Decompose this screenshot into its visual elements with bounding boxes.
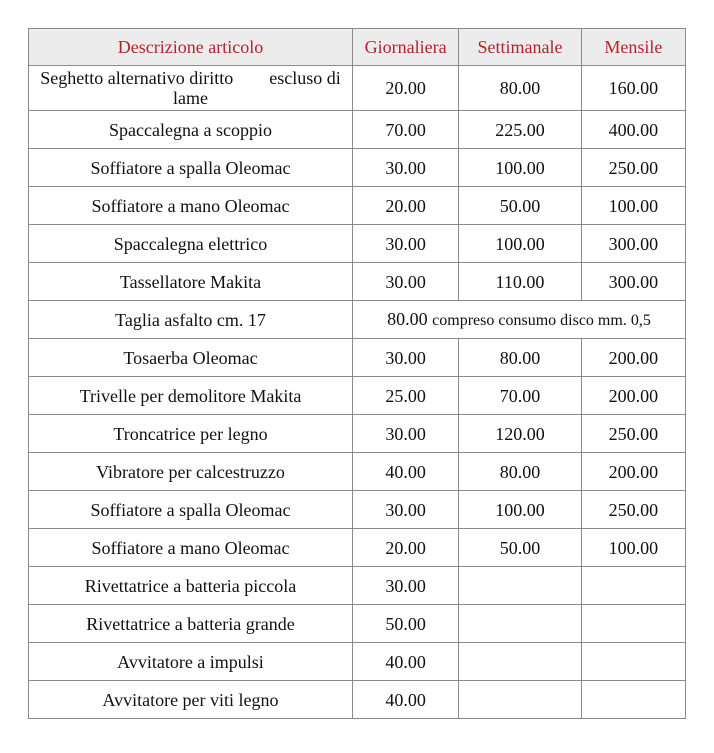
cell-weekly xyxy=(459,681,581,719)
cell-weekly: 225.00 xyxy=(459,111,581,149)
cell-daily: 30.00 xyxy=(352,415,458,453)
cell-description: Soffiatore a spalla Oleomac xyxy=(29,491,353,529)
cell-daily: 40.00 xyxy=(352,681,458,719)
cell-monthly: 200.00 xyxy=(581,377,685,415)
table-row xyxy=(29,149,686,187)
cell-description: Trivelle per demolitore Makita xyxy=(29,377,353,415)
cell-daily: 30.00 xyxy=(352,567,458,605)
cell-monthly: 200.00 xyxy=(581,453,685,491)
cell-description: Avvitatore per viti legno xyxy=(29,681,353,719)
cell-merged-price xyxy=(352,301,685,339)
table-row xyxy=(29,187,686,225)
cell-description: Rivettatrice a batteria piccola xyxy=(29,567,353,605)
cell-daily: 20.00 xyxy=(352,187,458,225)
table-row xyxy=(29,529,686,567)
cell-description: Spaccalegna a scoppio xyxy=(29,111,353,149)
table-row xyxy=(29,111,686,149)
cell-weekly: 120.00 xyxy=(459,415,581,453)
cell-weekly: 50.00 xyxy=(459,187,581,225)
cell-weekly: 100.00 xyxy=(459,149,581,187)
cell-description: Avvitatore a impulsi xyxy=(29,643,353,681)
cell-description: Soffiatore a spalla Oleomac xyxy=(29,149,353,187)
cell-description: Tassellatore Makita xyxy=(29,263,353,301)
cell-daily: 30.00 xyxy=(352,339,458,377)
cell-daily: 40.00 xyxy=(352,643,458,681)
cell-description: Troncatrice per legno xyxy=(29,415,353,453)
table-row xyxy=(29,377,686,415)
cell-weekly xyxy=(459,567,581,605)
cell-weekly: 100.00 xyxy=(459,225,581,263)
header-row xyxy=(29,29,686,66)
header-monthly: Mensile xyxy=(581,29,685,66)
table-row xyxy=(29,453,686,491)
header-weekly: Settimanale xyxy=(459,29,581,66)
cell-daily: 40.00 xyxy=(352,453,458,491)
cell-daily: 30.00 xyxy=(352,263,458,301)
cell-weekly: 110.00 xyxy=(459,263,581,301)
table-row xyxy=(29,301,686,339)
table-row xyxy=(29,66,686,111)
table-row xyxy=(29,567,686,605)
header-description: Descrizione articolo xyxy=(29,29,353,66)
price-table xyxy=(28,28,686,719)
cell-monthly: 160.00 xyxy=(581,66,685,111)
cell-daily: 70.00 xyxy=(352,111,458,149)
cell-monthly: 400.00 xyxy=(581,111,685,149)
cell-description: Taglia asfalto cm. 17 xyxy=(29,301,353,339)
cell-description: Soffiatore a mano Oleomac xyxy=(29,187,353,225)
cell-monthly: 250.00 xyxy=(581,491,685,529)
table-row xyxy=(29,643,686,681)
cell-daily: 30.00 xyxy=(352,491,458,529)
cell-monthly: 250.00 xyxy=(581,415,685,453)
table-row xyxy=(29,225,686,263)
cell-description: Spaccalegna elettrico xyxy=(29,225,353,263)
cell-monthly xyxy=(581,567,685,605)
cell-monthly xyxy=(581,605,685,643)
merged-price: 80.00 xyxy=(387,308,428,329)
cell-daily: 50.00 xyxy=(352,605,458,643)
table-row xyxy=(29,415,686,453)
table-row xyxy=(29,605,686,643)
cell-monthly: 300.00 xyxy=(581,263,685,301)
cell-weekly: 70.00 xyxy=(459,377,581,415)
cell-daily: 20.00 xyxy=(352,66,458,111)
cell-daily: 25.00 xyxy=(352,377,458,415)
cell-daily: 30.00 xyxy=(352,225,458,263)
cell-weekly: 50.00 xyxy=(459,529,581,567)
table-row xyxy=(29,263,686,301)
cell-weekly: 80.00 xyxy=(459,453,581,491)
cell-monthly: 250.00 xyxy=(581,149,685,187)
cell-description: Rivettatrice a batteria grande xyxy=(29,605,353,643)
cell-monthly: 100.00 xyxy=(581,187,685,225)
table-row xyxy=(29,491,686,529)
merged-note: compreso consumo disco mm. 0,5 xyxy=(432,311,651,329)
cell-weekly: 100.00 xyxy=(459,491,581,529)
header-daily: Giornaliera xyxy=(352,29,458,66)
table-row xyxy=(29,339,686,377)
cell-weekly: 80.00 xyxy=(459,66,581,111)
cell-description: Tosaerba Oleomac xyxy=(29,339,353,377)
cell-monthly xyxy=(581,681,685,719)
cell-monthly xyxy=(581,643,685,681)
cell-daily: 20.00 xyxy=(352,529,458,567)
cell-description: Seghetto alternativo diritto escluso di lame xyxy=(29,66,353,111)
cell-weekly: 80.00 xyxy=(459,339,581,377)
cell-daily: 30.00 xyxy=(352,149,458,187)
table-row xyxy=(29,681,686,719)
cell-monthly: 100.00 xyxy=(581,529,685,567)
cell-weekly xyxy=(459,643,581,681)
cell-description: Soffiatore a mano Oleomac xyxy=(29,529,353,567)
cell-monthly: 200.00 xyxy=(581,339,685,377)
cell-monthly: 300.00 xyxy=(581,225,685,263)
cell-weekly xyxy=(459,605,581,643)
cell-description: Vibratore per calcestruzzo xyxy=(29,453,353,491)
